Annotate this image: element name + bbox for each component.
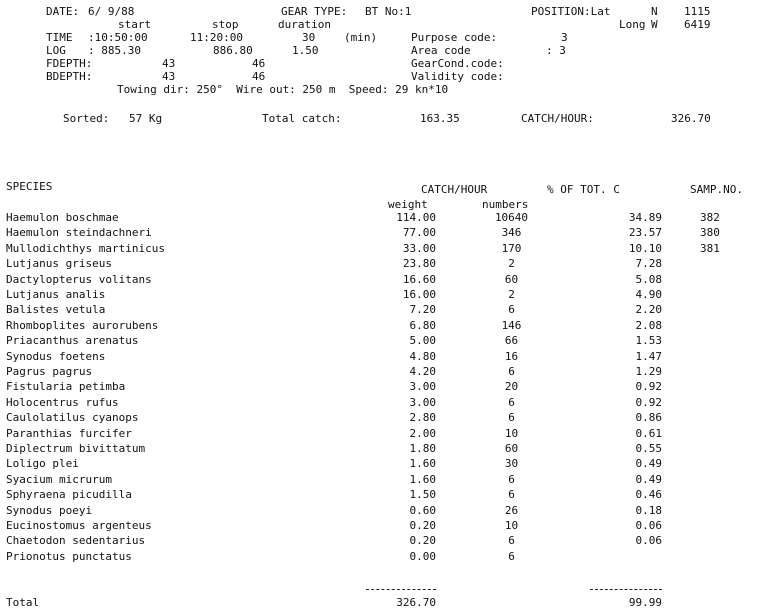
percent-total-rule [590,589,662,590]
position-label: POSITION:Lat [531,5,611,18]
table-row [0,365,773,378]
species-name: Lutjanus griseus [6,257,112,270]
percent-value: 0.92 [635,380,662,393]
percent-value: 2.08 [635,319,662,332]
area-code-value: : 3 [546,44,566,57]
table-row [0,396,773,409]
numbers-value: 6 [508,488,515,501]
numbers-value: 10640 [494,211,529,224]
species-name: Haemulon steindachneri [6,226,152,239]
numbers-value: 6 [508,473,515,486]
table-row [0,350,773,363]
table-row [0,427,773,440]
latitude-hemisphere: N [651,5,658,18]
table-row [0,211,773,224]
table-row [0,411,773,424]
percent-value: 1.47 [635,350,662,363]
weight-value: 33.00 [402,242,436,255]
catch-per-hour-label: CATCH/HOUR: [521,112,594,125]
validity-code-label: Validity code: [411,70,504,83]
weight-value: 0.20 [409,534,436,547]
longitude-label: Long [619,18,646,31]
table-row [0,334,773,347]
species-name: Eucinostomus argenteus [6,519,152,532]
species-name: Syacium micrurum [6,473,112,486]
species-name: Dactylopterus volitans [6,273,152,286]
percent-value: 10.10 [628,242,662,255]
weight-value: 1.80 [409,442,436,455]
species-name: Mullodichthys martinicus [6,242,165,255]
percent-value: 4.90 [635,288,662,301]
weight-value: 1.60 [409,457,436,470]
weight-value: 16.00 [402,288,436,301]
percent-value: 0.18 [635,504,662,517]
species-name: Loligo plei [6,457,79,470]
percent-value: 0.49 [635,457,662,470]
table-row [0,534,773,547]
fdepth-start: 43 [162,57,176,70]
sorted-value: 57 Kg [129,112,163,125]
percent-value: 1.53 [635,334,662,347]
numbers-value: 20 [504,380,519,393]
numbers-value: 6 [508,365,515,378]
numbers-value: 2 [508,257,515,270]
percent-value: 0.46 [635,488,662,501]
towing-info-line: Towing dir: 250° Wire out: 250 m Speed: 29 kn*10 [117,83,449,96]
weight-value: 2.00 [409,427,436,440]
numbers-value: 6 [508,411,515,424]
weight-value: 3.00 [409,380,436,393]
weight-value: 114.00 [396,211,436,224]
sorted-label: Sorted: [63,112,110,125]
species-name: Paranthias furcifer [6,427,132,440]
gear-type-value: BT No:1 [365,5,412,18]
time-unit: (min) [344,31,378,44]
sample-number-value: 381 [700,242,720,255]
table-row [0,473,773,486]
numbers-value: 146 [501,319,522,332]
numbers-value: 26 [504,504,519,517]
percent-value: 0.55 [635,442,662,455]
table-row [0,242,773,255]
log-duration: 1.50 [292,44,319,57]
purpose-code-label: Purpose code: [411,31,498,44]
percent-value: 0.92 [635,396,662,409]
species-column-header: SPECIES [6,180,53,193]
percent-value: 0.06 [635,534,662,547]
gear-type-label: GEAR TYPE: [281,5,348,18]
table-row [0,257,773,270]
log-stop: 886.80 [213,44,253,57]
time-label: TIME [46,31,73,44]
table-row [0,519,773,532]
species-name: Balistes vetula [6,303,106,316]
percent-value: 0.06 [635,519,662,532]
species-name: Synodus poeyi [6,504,93,517]
area-code-label: Area code [411,44,471,57]
weight-value: 7.20 [409,303,436,316]
percent-value: 5.08 [635,273,662,286]
log-label: LOG [46,44,66,57]
numbers-value: 16 [504,350,519,363]
species-name: Synodus foetens [6,350,106,363]
percent-value: 2.20 [635,303,662,316]
bdepth-label: BDEPTH: [46,70,93,83]
total-label: Total [6,596,40,609]
time-duration: 30 [302,31,316,44]
species-name: Lutjanus analis [6,288,106,301]
numbers-value: 6 [508,396,515,409]
table-row [0,319,773,332]
weight-value: 3.00 [409,396,436,409]
weight-value: 1.50 [409,488,436,501]
table-row [0,273,773,286]
time-stop: 11:20:00 [190,31,243,44]
species-name: Priacanthus arenatus [6,334,139,347]
numbers-value: 6 [508,550,515,563]
purpose-code-value: 3 [561,31,568,44]
table-row [0,504,773,517]
column-start-header: start [118,18,152,31]
weight-total-rule [366,589,436,590]
numbers-value: 6 [508,303,515,316]
numbers-column-header: numbers [482,198,529,211]
species-name: Sphyraena picudilla [6,488,132,501]
table-row [0,550,773,563]
numbers-value: 170 [501,242,522,255]
species-name: Haemulon boschmae [6,211,119,224]
weight-value: 23.80 [402,257,436,270]
gear-condition-label: GearCond.code: [411,57,504,70]
time-start: :10:50:00 [88,31,148,44]
numbers-value: 10 [504,519,519,532]
numbers-value: 6 [508,534,515,547]
percent-value: 0.61 [635,427,662,440]
weight-value: 77.00 [402,226,436,239]
weight-column-header: weight [388,198,428,211]
percent-value: 23.57 [628,226,662,239]
table-row [0,303,773,316]
latitude-value: 1115 [684,5,711,18]
numbers-value: 66 [504,334,519,347]
bdepth-start: 43 [162,70,176,83]
longitude-value: 6419 [684,18,711,31]
weight-value: 0.60 [409,504,436,517]
table-row [0,226,773,239]
table-row [0,457,773,470]
table-row [0,488,773,501]
percent-value: 1.29 [635,365,662,378]
species-name: Prionotus punctatus [6,550,132,563]
table-row [0,380,773,393]
weight-value: 0.00 [409,550,436,563]
weight-value: 1.60 [409,473,436,486]
total-percent: 99.99 [628,596,662,609]
species-name: Pagrus pagrus [6,365,93,378]
species-name: Caulolatilus cyanops [6,411,139,424]
fdepth-stop: 46 [252,57,266,70]
numbers-value: 30 [504,457,519,470]
species-name: Chaetodon sedentarius [6,534,146,547]
sample-number-value: 382 [700,211,720,224]
total-catch-value: 163.35 [420,112,460,125]
sample-number-value: 380 [700,226,720,239]
catch-per-hour-column-header: CATCH/HOUR [421,183,488,196]
species-name: Fistularia petimba [6,380,126,393]
table-row [0,288,773,301]
sample-number-column-header: SAMP.NO. [690,183,743,196]
weight-value: 6.80 [409,319,436,332]
percent-value: 34.89 [628,211,662,224]
total-weight: 326.70 [396,596,436,609]
column-duration-header: duration [278,18,331,31]
species-name: Holocentrus rufus [6,396,119,409]
longitude-hemisphere: W [651,18,658,31]
date-value: 6/ 9/88 [88,5,135,18]
log-start: : 885.30 [88,44,141,57]
numbers-value: 346 [501,226,522,239]
bdepth-stop: 46 [252,70,266,83]
weight-value: 0.20 [409,519,436,532]
percent-value: 0.49 [635,473,662,486]
percent-of-total-column-header: % OF TOT. C [547,183,620,196]
weight-value: 2.80 [409,411,436,424]
weight-value: 5.00 [409,334,436,347]
species-name: Rhomboplites aurorubens [6,319,159,332]
date-label: DATE: [46,5,80,18]
percent-value: 7.28 [635,257,662,270]
weight-value: 4.20 [409,365,436,378]
total-catch-label: Total catch: [262,112,342,125]
column-stop-header: stop [212,18,239,31]
catch-per-hour-value: 326.70 [671,112,711,125]
table-row [0,442,773,455]
numbers-value: 2 [508,288,515,301]
fdepth-label: FDEPTH: [46,57,93,70]
weight-value: 4.80 [409,350,436,363]
numbers-value: 60 [504,442,519,455]
numbers-value: 60 [504,273,519,286]
numbers-value: 10 [504,427,519,440]
percent-value: 0.86 [635,411,662,424]
species-name: Diplectrum bivittatum [6,442,146,455]
weight-value: 16.60 [402,273,436,286]
